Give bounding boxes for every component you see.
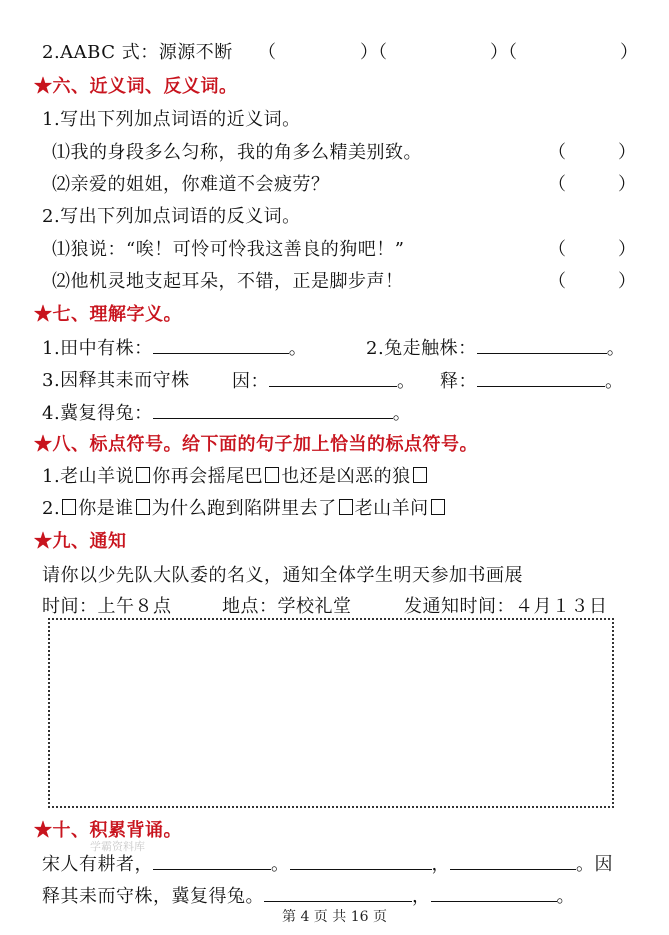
- synonym-item-1: ⑴我的身段多么匀称，我的角多么精美别致。: [52, 142, 422, 163]
- section-6-q2: 2.写出下列加点词语的反义词。: [42, 206, 301, 227]
- meaning-item-2: 2.兔走触株： 。: [366, 335, 625, 362]
- section-7-title: ★七、理解字义。: [34, 304, 182, 325]
- antonym-item-1: ⑴狼说：“唉！可怜可怜我这善良的狗吧！”: [52, 239, 405, 260]
- meaning-blank-4[interactable]: [153, 400, 393, 419]
- section-9-title: ★九、通知: [34, 531, 127, 552]
- meaning-item-3-yin: 因： 。: [232, 368, 416, 395]
- punct-box[interactable]: [431, 499, 445, 515]
- section-6-title: ★六、近义词、反义词。: [34, 76, 238, 97]
- synonym-item-2: ⑵亲爱的姐姐，你难道不会疲劳？: [52, 174, 330, 195]
- recite-blank-5[interactable]: [431, 883, 557, 902]
- punctuation-sentence-1: 1.老山羊说 你再会摇尾巴 也还是凶恶的狼: [42, 464, 429, 490]
- meaning-item-4: 4.冀复得兔： 。: [42, 400, 411, 427]
- notice-writing-area[interactable]: [48, 618, 614, 808]
- recite-blank-4[interactable]: [264, 883, 412, 902]
- section-6-q1: 1.写出下列加点词语的近义词。: [42, 109, 301, 130]
- punct-box[interactable]: [413, 467, 427, 483]
- aabc-answer-3[interactable]: ）（: [490, 42, 517, 63]
- punct-box[interactable]: [62, 499, 76, 515]
- recite-blank-1[interactable]: [153, 851, 271, 870]
- punct-box[interactable]: [136, 467, 150, 483]
- aabc-answer-end: ）: [620, 42, 638, 63]
- meaning-item-3: 3.因释其耒而守株: [42, 370, 190, 391]
- aabc-question: [42, 40, 233, 66]
- synonym-answer-1[interactable]: （ ）: [548, 142, 636, 163]
- aabc-answer-1[interactable]: （: [258, 42, 276, 63]
- aabc-answer-2[interactable]: ）（: [360, 42, 387, 63]
- watermark: 学霸资料库: [90, 840, 145, 853]
- antonym-answer-1[interactable]: （ ）: [548, 239, 636, 260]
- meaning-item-3-shi: 释： 。: [440, 368, 624, 395]
- meaning-blank-2[interactable]: [477, 335, 607, 354]
- aabc-label: 2.AABC 式：源源不断: [42, 42, 233, 63]
- page-footer: 第 4 页 共 16 页: [282, 909, 387, 925]
- notice-time: 时间：上午８点: [42, 596, 172, 617]
- synonym-answer-2[interactable]: （ ）: [548, 174, 636, 195]
- punctuation-sentence-2: 2. 你是谁 为什么跑到陷阱里去了 老山羊问: [42, 496, 447, 522]
- notice-place: 地点：学校礼堂: [222, 596, 352, 617]
- notice-date: 发通知时间：４月１３日: [404, 596, 608, 617]
- meaning-blank-1[interactable]: [153, 335, 289, 354]
- recite-blank-2[interactable]: [290, 851, 432, 870]
- meaning-item-1: 1.田中有株： 。: [42, 335, 307, 362]
- recite-blank-3[interactable]: [450, 851, 576, 870]
- section-8-title: ★八、标点符号。给下面的句子加上恰当的标点符号。: [34, 434, 478, 455]
- meaning-blank-3b[interactable]: [477, 368, 605, 387]
- antonym-item-2: ⑵他机灵地支起耳朵，不错，正是脚步声！: [52, 271, 404, 292]
- punct-box[interactable]: [136, 499, 150, 515]
- punct-box[interactable]: [265, 467, 279, 483]
- notice-prompt: 请你以少先队大队委的名义，通知全体学生明天参加书画展: [42, 565, 523, 586]
- meaning-blank-3a[interactable]: [269, 368, 397, 387]
- antonym-answer-2[interactable]: （ ）: [548, 271, 636, 292]
- recite-line-2: 释其耒而守株，冀复得兔。 ， 。: [42, 883, 575, 910]
- section-10-title: ★十、积累背诵。: [34, 820, 182, 841]
- recite-line-1: 宋人有耕者， 。 ， 。因: [42, 851, 613, 878]
- punct-box[interactable]: [339, 499, 353, 515]
